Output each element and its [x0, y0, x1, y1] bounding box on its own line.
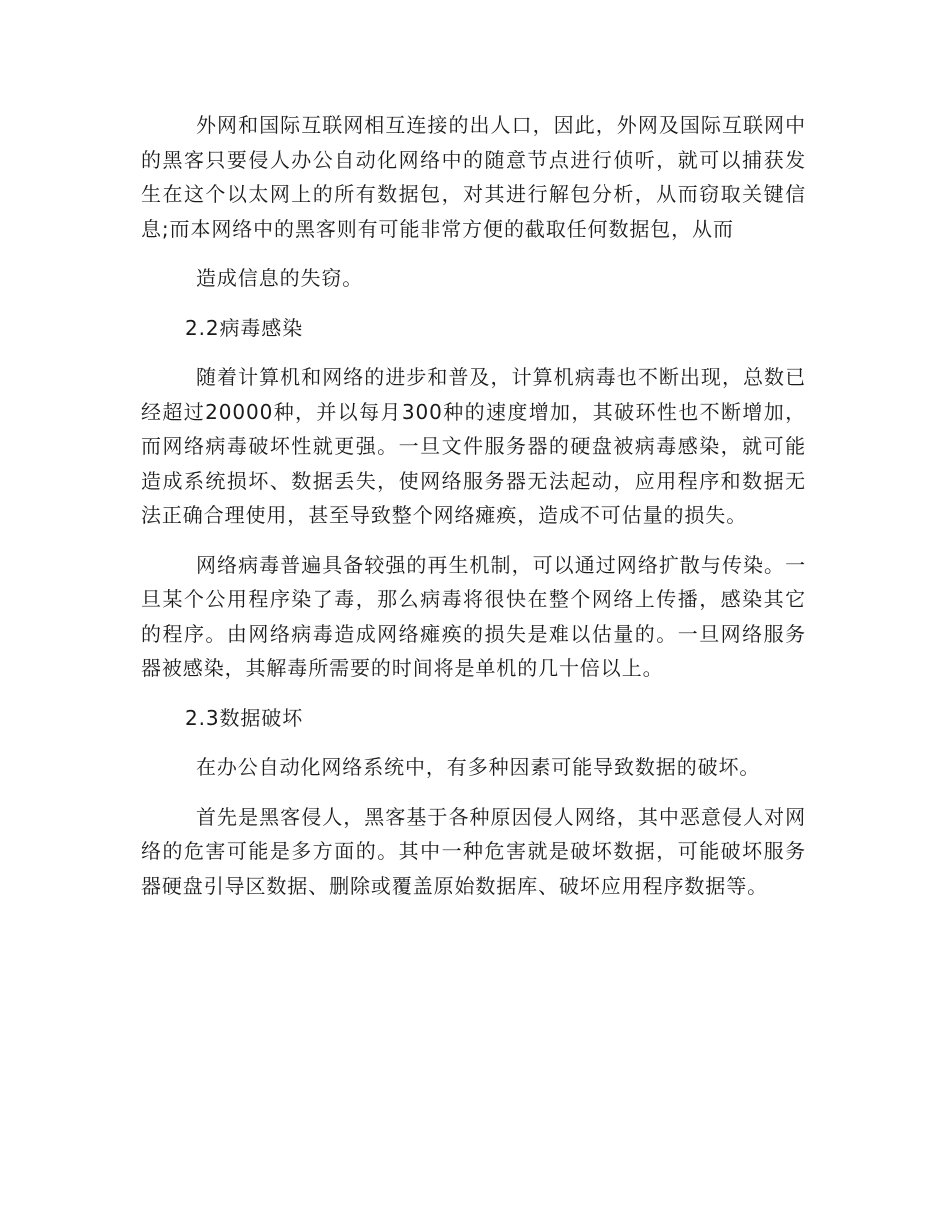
paragraph-hacker-damage: 首先是黑客侵人，黑客基于各种原因侵人网络，其中恶意侵人对网络的危害可能是多方面的。其中一种危害就是破坏数据，可能破坏服务器硬盘引导区数据、删除或覆盖原始数据库、破坏应用程序数据等。 [141, 804, 806, 898]
paragraph-info-theft: 造成信息的失窃。 [196, 266, 364, 290]
paragraph-data-factors: 在办公自动化网络系统中，有多种因素可能导致数据的破坏。 [196, 755, 761, 779]
paragraph-virus-spread: 网络病毒普遍具备较强的再生机制，可以通过网络扩散与传染。一旦某个公用程序染了毒，那么病毒将很快在整个网络上传播，感染其它的程序。由网络病毒造成网络瘫痪的损失是难以估量的。一旦网络服务器被感染，其解毒所需要的时间将是单机的几十倍以上。 [141, 552, 806, 680]
section-heading-data-damage: 2.3数据破坏 [185, 705, 304, 730]
section-heading-virus: 2.2病毒感染 [185, 315, 304, 340]
paragraph-network-intro: 外网和国际互联网相互连接的出人口，因此，外网及国际互联网中的黑客只要侵人办公自动化网络中的随意节点进行侦听，就可以捕获发生在这个以太网上的所有数据包，对其进行解包分析，从而窃取关键信息;而本网络中的黑客则有可能非常方便的截取任何数据包，从而 [141, 113, 806, 241]
paragraph-virus-growth: 随着计算机和网络的进步和普及，计算机病毒也不断出现，总数已经超过20000种，并以每月300种的速度增加，其破环性也不断增加，而网络病毒破坏性就更强。一旦文件服务器的硬盘被病毒感染，就可能造成系统损坏、数据丢失，使网络服务器无法起动，应用程序和数据无法正确合理使用，甚至导致整个网络瘫痪，造成不可估量的损失。 [141, 365, 806, 527]
document-body [141, 108, 806, 903]
